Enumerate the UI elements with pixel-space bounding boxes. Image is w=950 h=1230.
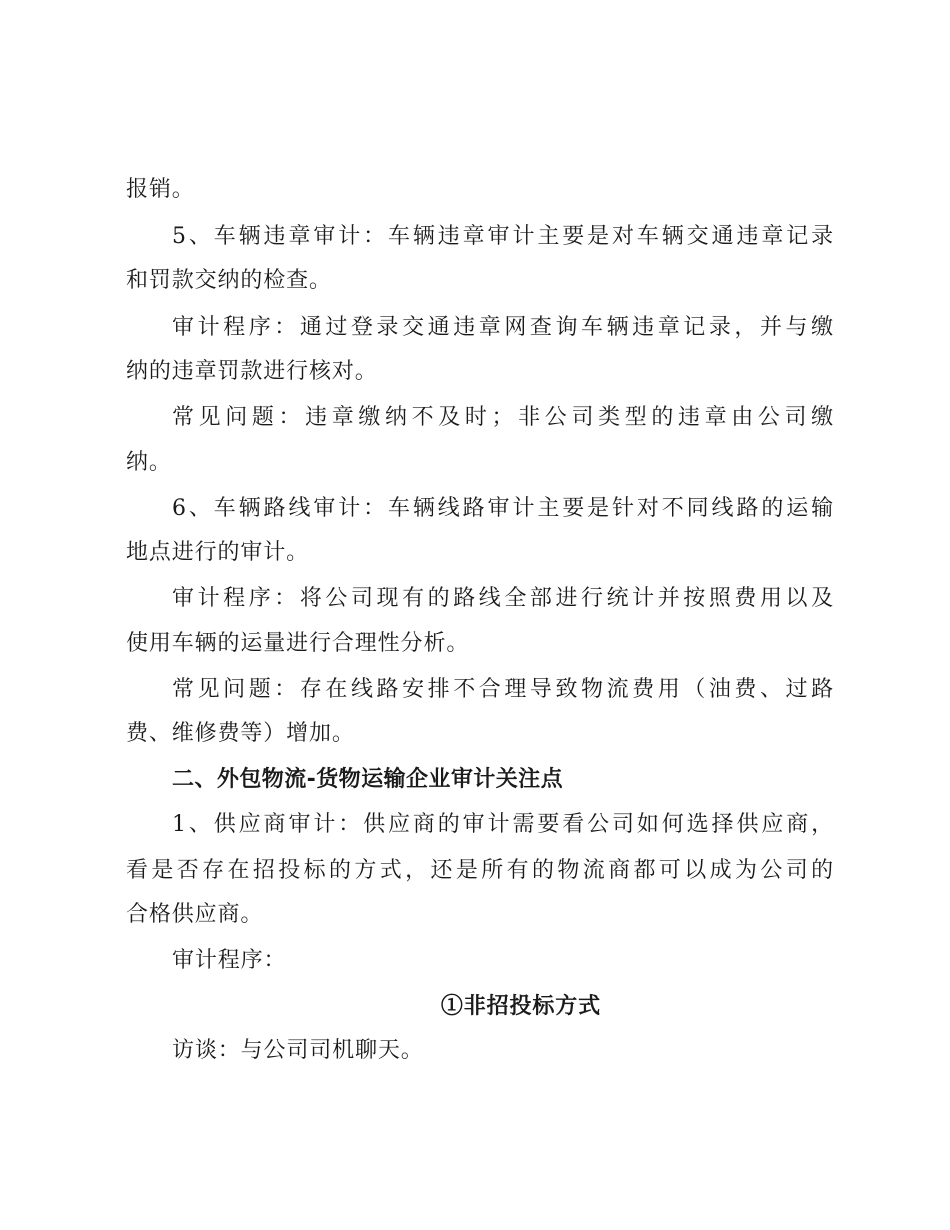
text-line: 访谈：与公司司机聊天。 [172, 1038, 424, 1063]
text-line: 常见问题：违章缴纳不及时；非公司类型的违章由公司缴 [172, 405, 834, 430]
text-line: 审计程序：通过登录交通违章网查询车辆违章记录，并与缴 [172, 315, 834, 340]
text-line: 看是否存在招投标的方式，还是所有的物流商都可以成为公司的 [126, 858, 834, 883]
text-line: 1、供应商审计：供应商的审计需要看公司如何选择供应商， [172, 812, 834, 837]
text-line: 报销。 [126, 177, 195, 202]
subsection-heading: ①非招投标方式 [440, 993, 602, 1019]
text-line: 使用车辆的运量进行合理性分析。 [126, 631, 470, 656]
text-line: 纳。 [126, 450, 172, 475]
text-line: 纳的违章罚款进行核对。 [126, 359, 378, 384]
text-line: 审计程序： [172, 948, 287, 973]
text-line: 地点进行的审计。 [126, 540, 310, 565]
text-line: 6、车辆路线审计：车辆线路审计主要是针对不同线路的运输 [172, 496, 834, 521]
text-line: 5、车辆违章审计：车辆违章审计主要是对车辆交通违章记录 [172, 224, 834, 249]
text-line: 常见问题：存在线路安排不合理导致物流费用（油费、过路 [172, 677, 834, 702]
text-line: 合格供应商。 [126, 902, 264, 927]
text-line: 审计程序：将公司现有的路线全部进行统计并按照费用以及 [172, 586, 834, 611]
text-line: 和罚款交纳的检查。 [126, 268, 332, 293]
section-heading: 二、外包物流-货物运输企业审计关注点 [172, 767, 564, 792]
text-line: 费、维修费等）增加。 [126, 721, 355, 746]
